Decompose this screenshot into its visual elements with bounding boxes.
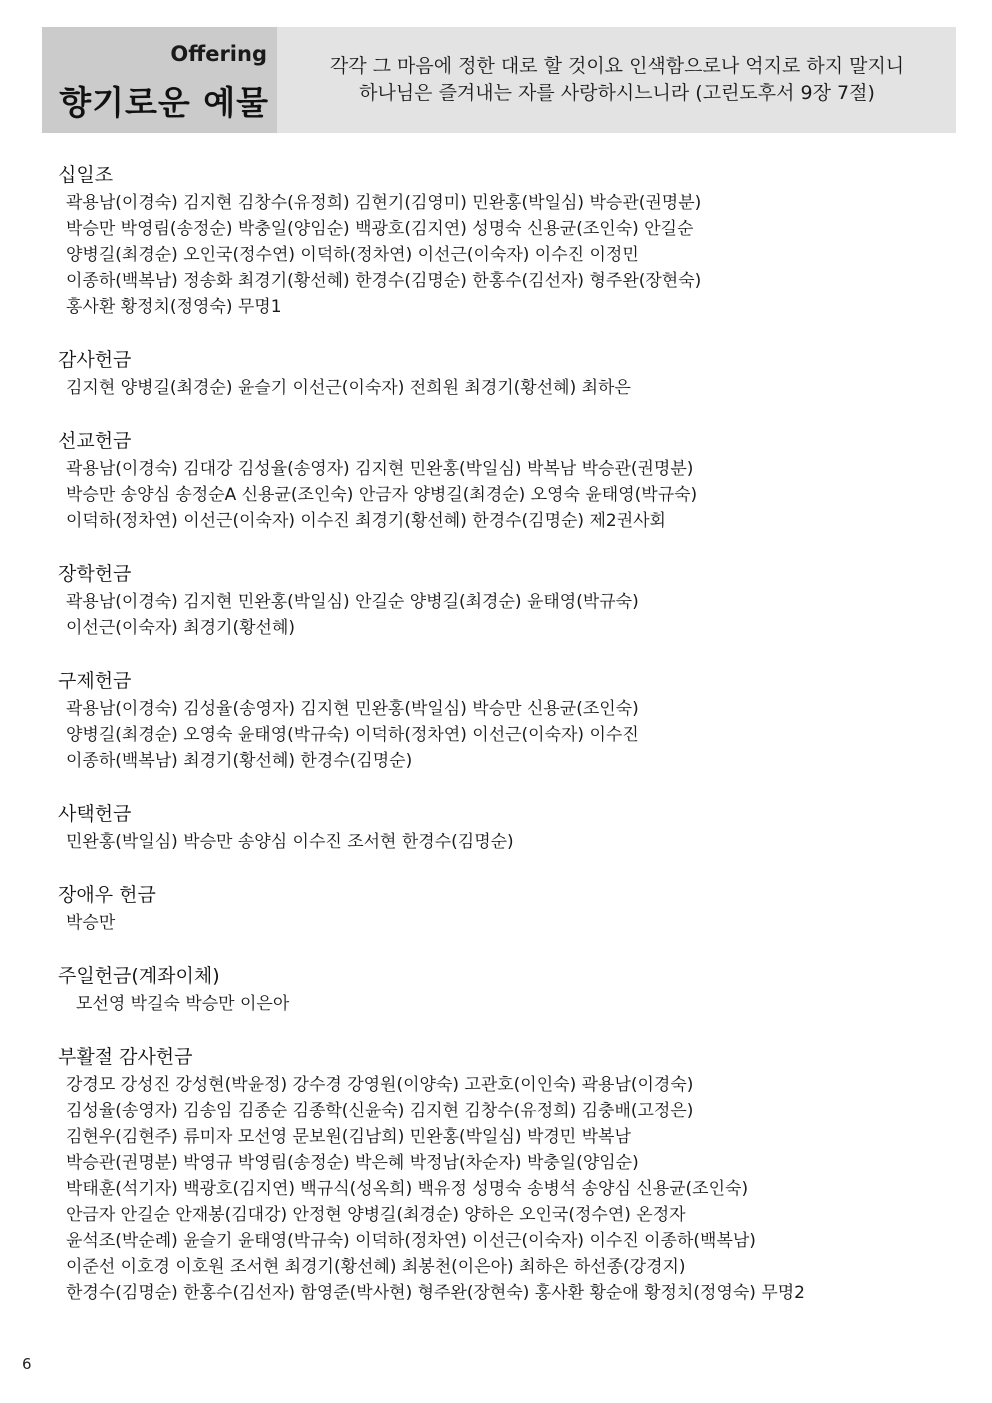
name-line: 모선영 박길숙 박승만 이은아 bbox=[76, 994, 290, 1014]
offering-list bbox=[58, 162, 958, 1333]
name-line: 홍사환 황정치(정영숙) 무명1 bbox=[66, 297, 282, 317]
header-title-korean: 향기로운 예물 bbox=[59, 83, 269, 122]
section-title: 감사헌금 bbox=[58, 349, 132, 371]
section-title: 선교헌금 bbox=[58, 430, 132, 452]
name-line: 박승만 송양심 송정순A 신용균(조인숙) 안금자 양병길(최경순) 오영숙 윤태영(박규숙) bbox=[66, 485, 698, 505]
verse-line-1: 각각 그 마음에 정한 대로 할 것이요 인색함으로나 억지로 하지 말지니 bbox=[329, 55, 905, 77]
header-title-english: Offering bbox=[170, 42, 267, 66]
name-line: 박승관(권명분) 박영규 박영림(송정순) 박은혜 박정남(차순자) 박충일(양임순) bbox=[66, 1153, 639, 1173]
name-line: 이종하(백복남) 정송화 최경기(황선혜) 한경수(김명순) 한홍수(김선자) 형주완(장현숙) bbox=[66, 271, 702, 291]
name-line: 양병길(최경순) 오영숙 윤태영(박규숙) 이덕하(정차연) 이선근(이숙자) 이수진 bbox=[66, 725, 639, 745]
name-line: 이준선 이호경 이호원 조서현 최경기(황선혜) 최봉천(이은아) 최하은 하선종(강경지) bbox=[66, 1257, 686, 1277]
name-line: 강경모 강성진 강성현(박윤정) 강수경 강영원(이양숙) 고관호(이인숙) 곽용남(이경숙) bbox=[66, 1075, 694, 1095]
page-number: 6 bbox=[22, 1355, 32, 1373]
name-line: 박승만 박영림(송정순) 박충일(양임순) 백광호(김지연) 성명숙 신용균(조인숙) 안길순 bbox=[66, 219, 694, 239]
section-title: 십일조 bbox=[58, 164, 114, 186]
name-line: 한경수(김명순) 한홍수(김선자) 함영준(박사현) 형주완(장현숙) 홍사환 황순애 황정치(정영숙) 무명2 bbox=[66, 1283, 806, 1303]
section-mission bbox=[58, 428, 958, 534]
section-easter bbox=[58, 1044, 958, 1306]
name-line: 이종하(백복남) 최경기(황선혜) 한경수(김명순) bbox=[66, 751, 413, 771]
section-sunday-transfer bbox=[58, 963, 958, 1017]
name-line: 박태훈(석기자) 백광호(김지연) 백규식(성옥희) 백유정 성명숙 송병석 송양심 신용균(조인숙) bbox=[66, 1179, 749, 1199]
name-line: 민완홍(박일심) 박승만 송양심 이수진 조서현 한경수(김명순) bbox=[66, 832, 514, 852]
section-title: 부활절 감사헌금 bbox=[58, 1046, 193, 1068]
name-line: 곽용남(이경숙) 김지현 민완홍(박일심) 안길순 양병길(최경순) 윤태영(박규숙) bbox=[66, 592, 639, 612]
name-line: 안금자 안길순 안재봉(김대강) 안정현 양병길(최경순) 양하은 오인국(정수연) 온정자 bbox=[66, 1205, 686, 1225]
name-line: 박승만 bbox=[66, 913, 116, 933]
section-relief bbox=[58, 668, 958, 774]
section-title: 장학헌금 bbox=[58, 563, 132, 585]
name-line: 양병길(최경순) 오인국(정수연) 이덕하(정차연) 이선근(이숙자) 이수진 이정민 bbox=[66, 245, 639, 265]
section-scholarship bbox=[58, 561, 958, 641]
section-disability bbox=[58, 882, 958, 936]
page-header bbox=[42, 27, 956, 133]
section-title: 주일헌금(계좌이체) bbox=[58, 965, 220, 987]
name-line: 이덕하(정차연) 이선근(이숙자) 이수진 최경기(황선혜) 한경수(김명순) 제2권사회 bbox=[66, 511, 666, 531]
section-title: 구제헌금 bbox=[58, 670, 132, 692]
header-bible-verse bbox=[290, 53, 944, 107]
section-tithe bbox=[58, 162, 958, 320]
name-line: 김지현 양병길(최경순) 윤슬기 이선근(이숙자) 전희원 최경기(황선혜) 최하은 bbox=[66, 378, 631, 398]
name-line: 곽용남(이경숙) 김대강 김성율(송영자) 김지현 민완홍(박일심) 박복남 박승관(권명분) bbox=[66, 459, 694, 479]
header-title-block bbox=[42, 27, 277, 133]
name-line: 이선근(이숙자) 최경기(황선혜) bbox=[66, 618, 295, 638]
section-title: 장애우 헌금 bbox=[58, 884, 156, 906]
section-title: 사택헌금 bbox=[58, 803, 132, 825]
section-thanksgiving bbox=[58, 347, 958, 401]
section-parsonage bbox=[58, 801, 958, 855]
name-line: 곽용남(이경숙) 김성율(송영자) 김지현 민완홍(박일심) 박승만 신용균(조인숙) bbox=[66, 699, 639, 719]
verse-line-2: 하나님은 즐겨내는 자를 사랑하시느니라 (고린도후서 9장 7절) bbox=[359, 82, 875, 104]
name-line: 김성율(송영자) 김송임 김종순 김종학(신윤숙) 김지현 김창수(유정희) 김충배(고정은) bbox=[66, 1101, 694, 1121]
name-line: 윤석조(박순례) 윤슬기 윤태영(박규숙) 이덕하(정차연) 이선근(이숙자) 이수진 이종하(백복남) bbox=[66, 1231, 756, 1251]
name-line: 곽용남(이경숙) 김지현 김창수(유정희) 김현기(김영미) 민완홍(박일심) 박승관(권명분) bbox=[66, 193, 702, 213]
name-line: 김현우(김현주) 류미자 모선영 문보원(김남희) 민완홍(박일심) 박경민 박복남 bbox=[66, 1127, 631, 1147]
